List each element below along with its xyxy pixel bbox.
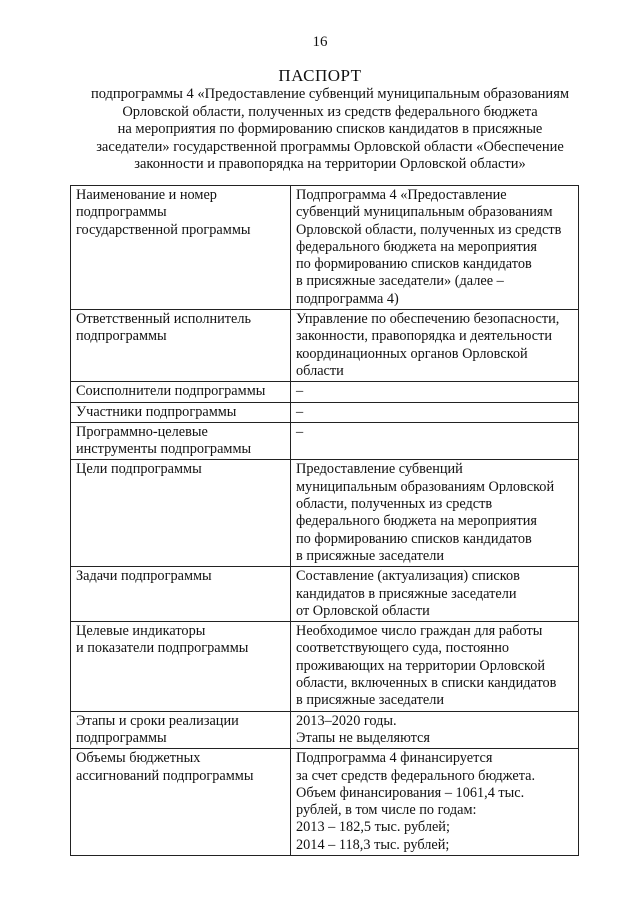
- row-value-line: Составление (актуализация) списков: [296, 568, 520, 585]
- table-row: [71, 749, 579, 856]
- row-label-cell: [71, 402, 291, 422]
- row-label-line: подпрограммы: [76, 328, 167, 345]
- row-value-cell: [291, 460, 579, 567]
- row-value-line: муниципальным образованиям Орловской: [296, 478, 555, 495]
- row-value-cell: [291, 402, 579, 422]
- row-value-cell: [291, 310, 579, 382]
- row-value-line: подпрограмма 4): [296, 290, 399, 307]
- row-value-cell: [291, 622, 579, 711]
- row-value-line: координационных органов Орловской: [296, 345, 528, 362]
- row-value-line: за счет средств федерального бюджета.: [296, 767, 536, 784]
- row-label-line: Объемы бюджетных: [76, 750, 201, 767]
- row-value-line: области: [296, 362, 344, 379]
- row-label-line: Участники подпрограммы: [76, 403, 237, 420]
- subtitle-line: на мероприятия по формированию списков кандидатов в присяжные: [117, 121, 543, 138]
- row-value-cell: [291, 422, 579, 460]
- row-label-cell: [71, 186, 291, 310]
- row-label-cell: [71, 422, 291, 460]
- row-value-cell: [291, 186, 579, 310]
- row-value-line: области, полученных из средств: [296, 496, 493, 513]
- row-label-cell: [71, 460, 291, 567]
- row-value-line: –: [296, 423, 304, 440]
- table-row: [71, 186, 579, 310]
- row-value-line: в присяжные заседатели: [296, 547, 445, 564]
- row-label-line: Программно-целевые: [76, 423, 208, 440]
- subtitle-line: подпрограммы 4 «Предоставление субвенций муниципальным образованиям: [90, 86, 570, 102]
- row-value-line: соответствующего суда, постоянно: [296, 640, 510, 657]
- row-value-line: субвенций муниципальным образованиям: [296, 204, 553, 221]
- row-value-line: 2014 – 118,3 тыс. рублей;: [296, 836, 450, 853]
- row-value-line: Необходимое число граждан для работы: [296, 623, 543, 640]
- row-value-line: рублей, в том числе по годам:: [296, 802, 477, 819]
- table-row: [71, 310, 579, 382]
- subtitle-line: заседатели» государственной программы Орловской области «Обеспечение: [96, 138, 564, 155]
- row-value-line: Этапы не выделяются: [296, 729, 430, 746]
- page-number: 16: [312, 34, 328, 50]
- row-value-line: в присяжные заседатели» (далее –: [296, 273, 504, 290]
- row-value-line: по формированию списков кандидатов: [296, 256, 532, 273]
- row-label-cell: [71, 567, 291, 622]
- row-label-line: Целевые индикаторы: [76, 623, 206, 640]
- row-value-line: 2013 – 182,5 тыс. рублей;: [296, 819, 450, 836]
- row-value-line: Подпрограмма 4 финансируется: [296, 750, 493, 767]
- subtitle-line: Орловской области, полученных из средств федерального бюджета: [122, 103, 538, 120]
- row-value-line: в присяжные заседатели: [296, 692, 445, 709]
- subtitle-line: законности и правопорядка на территории Орловской области»: [134, 156, 526, 173]
- row-value-line: федерального бюджета на мероприятия: [296, 238, 537, 255]
- table-row: [71, 382, 579, 402]
- row-label-line: Наименование и номер: [76, 187, 217, 203]
- row-label-cell: [71, 711, 291, 749]
- table-row: [71, 422, 579, 460]
- table-row: [71, 402, 579, 422]
- row-value-line: Подпрограмма 4 «Предоставление: [296, 187, 507, 203]
- row-label-line: Соисполнители подпрограммы: [76, 383, 266, 400]
- row-value-line: области, включенных в списки кандидатов: [296, 675, 557, 692]
- row-value-line: –: [296, 403, 304, 420]
- row-value-line: от Орловской области: [296, 602, 430, 619]
- row-label-line: Цели подпрограммы: [76, 461, 202, 478]
- row-label-cell: [71, 749, 291, 856]
- row-value-cell: [291, 382, 579, 402]
- document-subtitle: [70, 86, 590, 174]
- row-label-cell: [71, 382, 291, 402]
- row-value-line: федерального бюджета на мероприятия: [296, 513, 537, 530]
- row-label-cell: [71, 310, 291, 382]
- row-value-line: 2013–2020 годы.: [296, 712, 397, 729]
- table-row: [71, 567, 579, 622]
- row-label-line: Ответственный исполнитель: [76, 311, 252, 328]
- row-value-line: по формированию списков кандидатов: [296, 530, 532, 547]
- row-value-cell: [291, 749, 579, 856]
- row-value-line: Орловской области, полученных из средств: [296, 221, 562, 238]
- row-label-line: инструменты подпрограммы: [76, 441, 252, 458]
- document-title: ПАСПОРТ: [278, 66, 362, 85]
- row-value-line: законности, правопорядка и деятельности: [296, 328, 553, 345]
- table-row: [71, 460, 579, 567]
- row-label-line: государственной программы: [76, 221, 251, 238]
- row-value-line: –: [296, 383, 304, 400]
- row-label-line: и показатели подпрограммы: [76, 640, 249, 657]
- row-value-line: Предоставление субвенций: [296, 461, 463, 478]
- row-label-line: Этапы и сроки реализации: [76, 712, 239, 729]
- row-value-line: кандидатов в присяжные заседатели: [296, 585, 517, 602]
- row-value-line: Объем финансирования – 1061,4 тыс.: [296, 784, 525, 801]
- passport-table: [70, 185, 579, 856]
- row-label-line: ассигнований подпрограммы: [76, 767, 254, 784]
- row-label-line: Задачи подпрограммы: [76, 568, 212, 585]
- row-label-cell: [71, 622, 291, 711]
- row-value-line: Управление по обеспечению безопасности,: [296, 311, 560, 328]
- row-value-cell: [291, 567, 579, 622]
- row-value-cell: [291, 711, 579, 749]
- row-label-line: подпрограммы: [76, 204, 167, 221]
- row-value-line: проживающих на территории Орловской: [296, 657, 546, 674]
- table-row: [71, 711, 579, 749]
- row-label-line: подпрограммы: [76, 729, 167, 746]
- table-row: [71, 622, 579, 711]
